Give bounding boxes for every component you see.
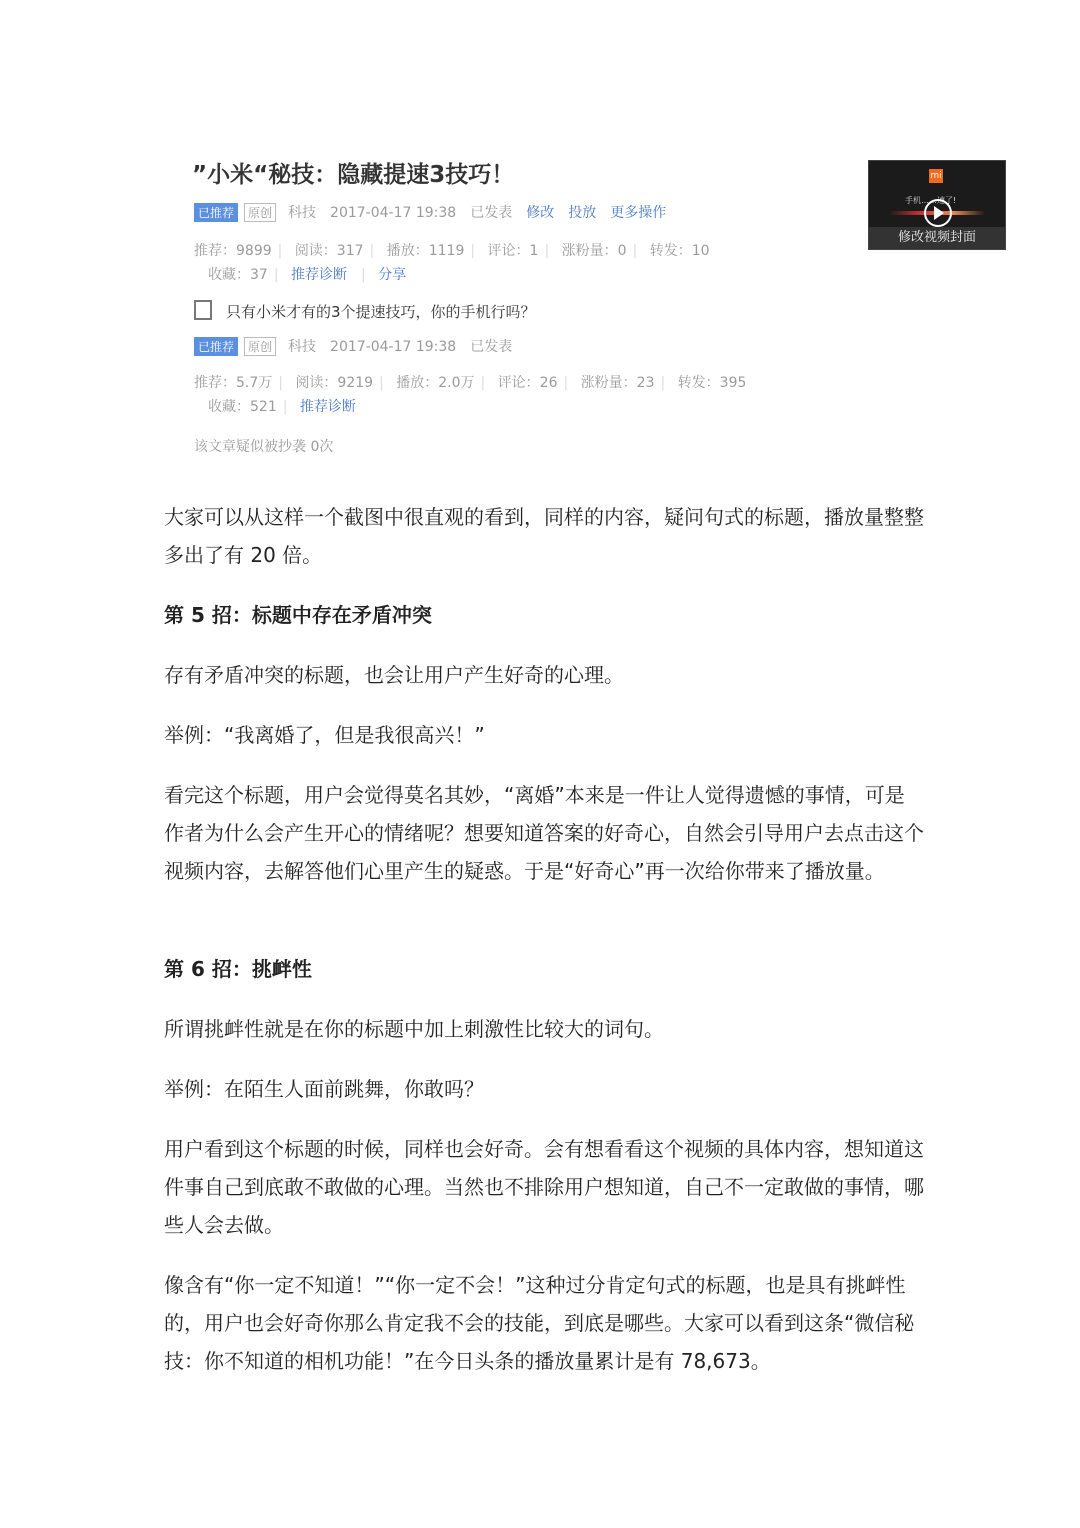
paragraph: 所谓挑衅性就是在你的标题中加上刺激性比较大的词句。 — [164, 1017, 664, 1041]
paragraph: 大家可以从这样一个截图中很直观的看到，同样的内容，疑问句式的标题，播放量整整多出了有 20 倍。 — [164, 505, 924, 567]
plagiarism-note: 该文章疑似被抄袭 0次 — [194, 439, 334, 455]
change-cover-button[interactable]: 修改视频封面 — [869, 227, 1005, 249]
item2-stats-row: 推荐：5.7万 | 阅读：9219 | 播放：2.0万 | 评论：26 | 涨粉量：23 | 转发：395 — [194, 375, 747, 391]
item2-title-row — [194, 300, 536, 322]
stat: 阅读：317 — [294, 243, 364, 259]
stat: 评论：26 — [497, 375, 558, 391]
paragraph: 举例：“我离婚了，但是我很高兴！” — [164, 723, 485, 747]
status: 已发表 — [470, 205, 513, 221]
stat: 转发：395 — [677, 375, 747, 391]
recommended-badge: 已推荐 — [194, 203, 238, 222]
paragraph: 看完这个标题，用户会觉得莫名其妙，“离婚”本来是一件让人觉得遗憾的事情，可是作者为什么会产生开心的情绪呢？想要知道答案的好奇心，自然会引导用户去点击这个视频内容，去解答他们心里产生的疑惑。于是“好奇心”再一次给你带来了播放量。 — [164, 783, 924, 883]
stat: 涨粉量：23 — [580, 375, 655, 391]
datetime: 2017-04-17 19:38 — [330, 205, 457, 221]
item2-meta-row — [194, 336, 526, 356]
thumbnail-text: 手机……速了! — [905, 196, 957, 205]
video-thumbnail[interactable] — [868, 160, 1006, 250]
stat: 推荐：5.7万 — [194, 375, 273, 391]
stat: 阅读：9219 — [295, 375, 374, 391]
category: 科技 — [288, 339, 317, 355]
stat: 转发：10 — [649, 243, 710, 259]
recommended-badge: 已推荐 — [194, 337, 238, 356]
paragraph: 像含有“你一定不知道！”“你一定不会！”这种过分肯定句式的标题，也是具有挑衅性的，用户也会好奇你那么肯定我不会的技能，到底是哪些。大家可以看到这条“微信秘技：你不知道的相机功能！”在今日头条的播放量累计是有 78,673。 — [164, 1273, 915, 1373]
item1-meta-row — [194, 202, 680, 222]
section-heading: 第 5 招：标题中存在矛盾冲突 — [164, 603, 432, 627]
status: 已发表 — [470, 339, 513, 355]
paragraph: 举例：在陌生人面前跳舞，你敢吗？ — [164, 1077, 484, 1101]
paragraph: 用户看到这个标题的时候，同样也会好奇。会有想看看这个视频的具体内容，想知道这件事自己到底敢不敢做的心理。当然也不排除用户想知道，自己不一定敢做的事情，哪些人会去做。 — [164, 1137, 924, 1237]
stat: 推荐：9899 — [194, 243, 272, 259]
document-icon — [194, 300, 212, 320]
publish-link[interactable]: 投放 — [568, 205, 597, 221]
category: 科技 — [288, 205, 317, 221]
edit-link[interactable]: 修改 — [526, 205, 555, 221]
share-link[interactable]: 分享 — [378, 267, 407, 283]
stat: 播放：2.0万 — [396, 375, 475, 391]
item2-stats-row2: 收藏：521 | 推荐诊断 — [208, 399, 356, 415]
play-icon[interactable] — [924, 199, 952, 227]
diagnose-link[interactable]: 推荐诊断 — [299, 399, 356, 415]
item1-stats-row2: 收藏：37 | 推荐诊断 | 分享 — [208, 267, 407, 283]
item2-title[interactable]: 只有小米才有的3个提速技巧，你的手机行吗？ — [226, 303, 536, 321]
datetime: 2017-04-17 19:38 — [330, 339, 457, 355]
section-heading: 第 6 招：挑衅性 — [164, 957, 312, 981]
stat: 涨粉量：0 — [561, 243, 627, 259]
diagnose-link[interactable]: 推荐诊断 — [291, 267, 347, 283]
favorites-stat: 收藏：37 — [208, 267, 268, 283]
stat: 播放：1119 — [386, 243, 465, 259]
item1-stats-row: 推荐：9899 | 阅读：317 | 播放：1119 | 评论：1 | 涨粉量：0 | 转发：10 — [194, 243, 710, 259]
favorites-stat: 收藏：521 — [208, 399, 277, 415]
stat: 评论：1 — [487, 243, 539, 259]
original-badge: 原创 — [244, 337, 276, 356]
paragraph: 存有矛盾冲突的标题，也会让用户产生好奇的心理。 — [164, 663, 624, 687]
video-title: ”小米“秘技：隐藏提速3技巧！ — [192, 162, 515, 188]
more-actions-link[interactable]: 更多操作 — [610, 205, 667, 221]
original-badge: 原创 — [244, 203, 276, 222]
mi-logo-icon: mi — [930, 171, 942, 181]
